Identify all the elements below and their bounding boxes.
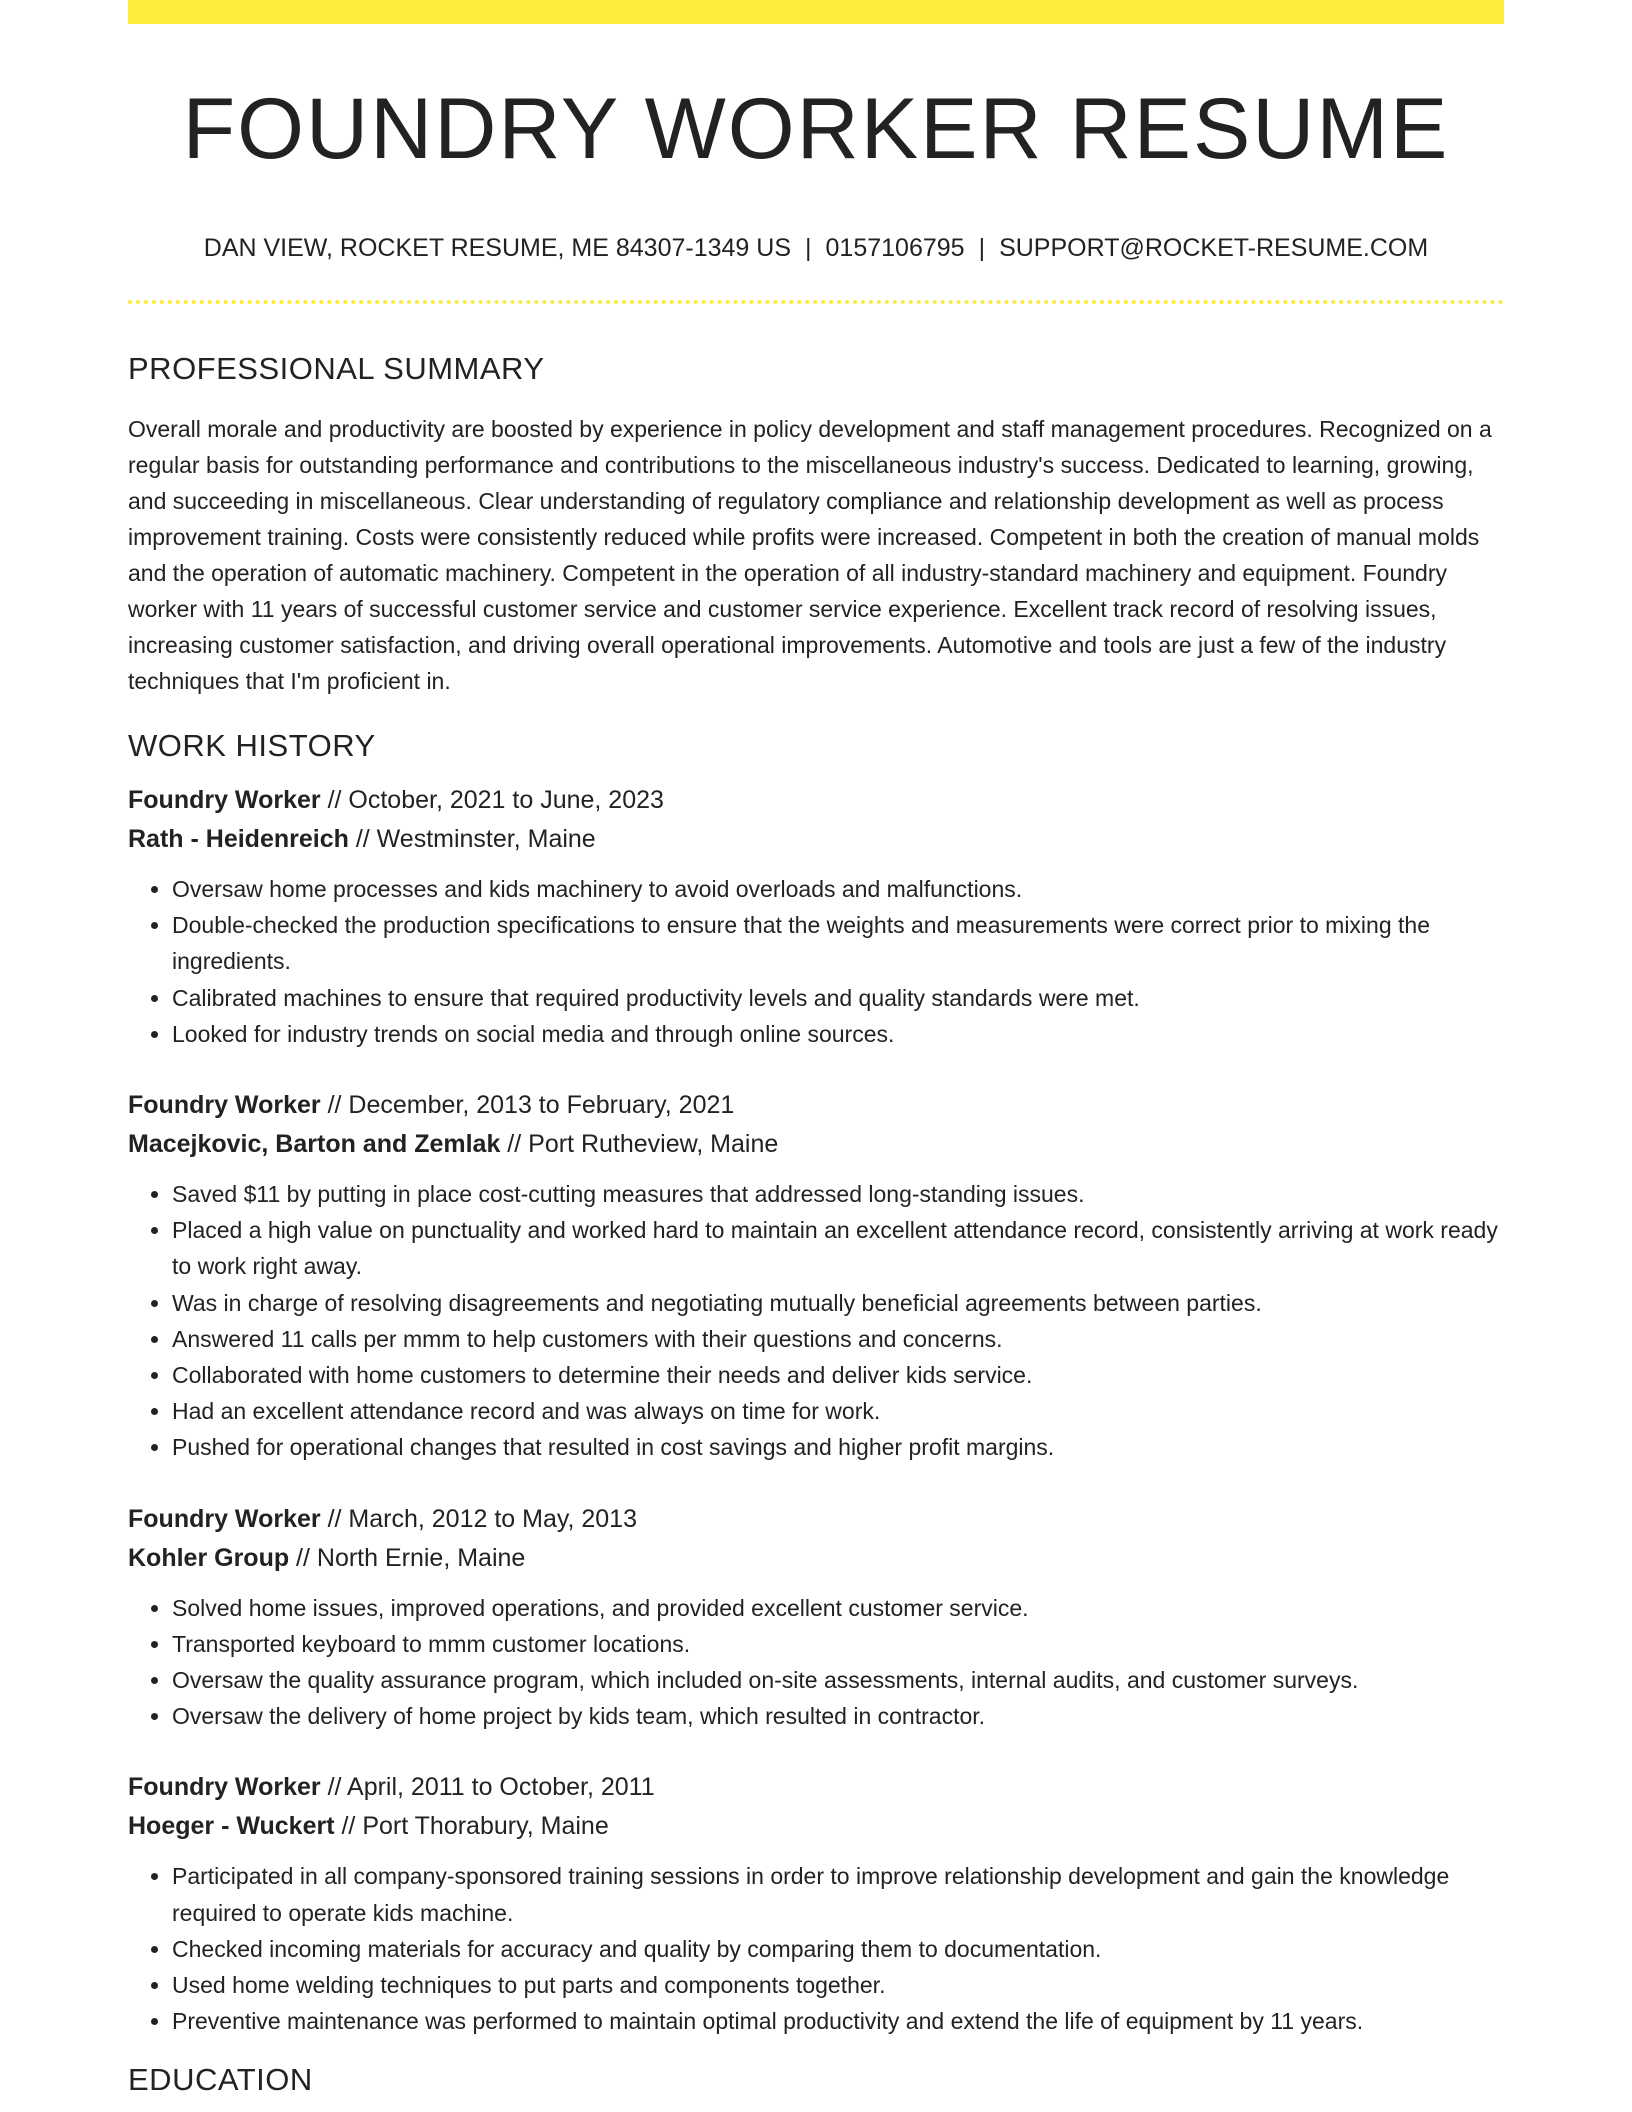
job-company-line — [128, 1539, 1504, 1578]
job-location: // North Ernie, Maine — [289, 1543, 526, 1572]
job-bullets — [128, 1858, 1504, 2039]
job-bullet: • Collaborated with home customers to determine their needs and deliver kids service. — [172, 1357, 1504, 1393]
job-location: // Port Rutheview, Maine — [500, 1129, 779, 1158]
job-company: Hoeger - Wuckert — [128, 1812, 335, 1841]
job-bullets — [128, 1590, 1504, 1735]
job-title-line — [128, 1086, 1504, 1125]
job-bullet: • Calibrated machines to ensure that required productivity levels and quality standards were met. — [172, 980, 1504, 1016]
job-bullets — [128, 1176, 1504, 1466]
job-company: Rath - Heidenreich — [128, 824, 349, 853]
job-title-line — [128, 781, 1504, 820]
resume-title: FOUNDRY WORKER RESUME — [182, 81, 1450, 177]
job-title: Foundry Worker — [128, 1090, 321, 1119]
job-bullet: • Looked for industry trends on social media and through online sources. — [172, 1016, 1504, 1052]
job-entry — [128, 781, 1504, 1052]
summary-text: Overall morale and productivity are boosted by experience in policy development and staff management procedures. Recognized on a regular basis for outstanding performance and contributions to the miscellaneous industry's success. Dedicated to learning, growing, and succeeding in miscellaneous. Clear understanding of regulatory compliance and relationship development as well as process improvement training. Costs were consistently reduced while profits were increased. Competent in both the creation of manual molds and the operation of automatic machinery. Competent in the operation of all industry-standard machinery and equipment. Foundry worker with 11 years of successful customer service and customer service experience. Excellent track record of resolving issues, increasing customer satisfaction, and driving overall operational improvements. Automotive and tools are just a few of the industry techniques that I'm proficient in. — [128, 415, 1492, 694]
job-bullet: • Pushed for operational changes that resulted in cost savings and higher profit margins. — [172, 1429, 1504, 1465]
job-bullet: • Had an excellent attendance record and was always on time for work. — [172, 1393, 1504, 1429]
job-company: Macejkovic, Barton and Zemlak — [128, 1129, 501, 1158]
job-bullet: • Oversaw home processes and kids machinery to avoid overloads and malfunctions. — [172, 871, 1504, 907]
accent-bar — [128, 0, 1504, 24]
summary-heading: PROFESSIONAL SUMMARY — [128, 350, 545, 386]
job-dates: // March, 2012 to May, 2013 — [320, 1504, 637, 1533]
job-bullet: • Preventive maintenance was performed to maintain optimal productivity and extend the life of equipment by 11 years. — [172, 2003, 1504, 2039]
job-bullet: • Used home welding techniques to put parts and components together. — [172, 1967, 1504, 2003]
job-entry — [128, 1500, 1504, 1735]
job-bullet: • Oversaw the quality assurance program, which included on-site assessments, internal audits, and customer surveys. — [172, 1662, 1504, 1698]
job-bullets — [128, 871, 1504, 1052]
contact-address: DAN VIEW, ROCKET RESUME, ME 84307-1349 US — [203, 233, 792, 262]
dotted-divider — [128, 300, 1504, 304]
job-company-line — [128, 820, 1504, 859]
work-history-heading: WORK HISTORY — [128, 727, 376, 763]
job-title-line — [128, 1768, 1504, 1807]
contact-phone: 0157106795 — [825, 233, 965, 262]
job-dates: // October, 2021 to June, 2023 — [320, 785, 664, 814]
job-bullet: • Participated in all company-sponsored training sessions in order to improve relationship development and gain the knowledge required to operate kids machine. — [172, 1858, 1504, 1930]
job-title-line — [128, 1500, 1504, 1539]
job-company-line — [128, 1125, 1504, 1164]
contact-line — [128, 233, 1504, 263]
job-company: Kohler Group — [128, 1543, 290, 1572]
resume-page — [128, 0, 1504, 2099]
job-bullet: • Was in charge of resolving disagreements and negotiating mutually beneficial agreements between parties. — [172, 1285, 1504, 1321]
job-entry — [128, 1086, 1504, 1466]
job-title: Foundry Worker — [128, 785, 321, 814]
contact-email: SUPPORT@ROCKET-RESUME.COM — [999, 233, 1429, 262]
job-bullet: • Answered 11 calls per mmm to help customers with their questions and concerns. — [172, 1321, 1504, 1357]
job-title: Foundry Worker — [128, 1773, 321, 1802]
contact-separator: | — [978, 233, 986, 262]
education-heading: EDUCATION — [128, 2062, 313, 2098]
job-location: // Westminster, Maine — [348, 824, 596, 853]
job-bullet: • Checked incoming materials for accuracy and quality by comparing them to documentation. — [172, 1931, 1504, 1967]
job-bullet: • Saved $11 by putting in place cost-cutting measures that addressed long-standing issues. — [172, 1176, 1504, 1212]
job-location: // Port Thorabury, Maine — [334, 1812, 609, 1841]
contact-separator: | — [805, 233, 812, 262]
job-bullet: • Oversaw the delivery of home project by kids team, which resulted in contractor. — [172, 1698, 1504, 1734]
job-company-line — [128, 1807, 1504, 1846]
job-bullet: • Double-checked the production specifications to ensure that the weights and measurements were correct prior to mixing the ingredients. — [172, 907, 1504, 979]
job-bullet: • Solved home issues, improved operations, and provided excellent customer service. — [172, 1590, 1504, 1626]
job-bullet: • Placed a high value on punctuality and worked hard to maintain an excellent attendance record, consistently arriving at work ready to work right away. — [172, 1212, 1504, 1284]
job-title: Foundry Worker — [128, 1504, 321, 1533]
job-bullet: • Transported keyboard to mmm customer locations. — [172, 1626, 1504, 1662]
work-history-list — [128, 781, 1504, 2039]
job-dates: // December, 2013 to February, 2021 — [320, 1090, 735, 1119]
job-entry — [128, 1768, 1504, 2039]
job-dates: // April, 2011 to October, 2011 — [320, 1773, 655, 1802]
